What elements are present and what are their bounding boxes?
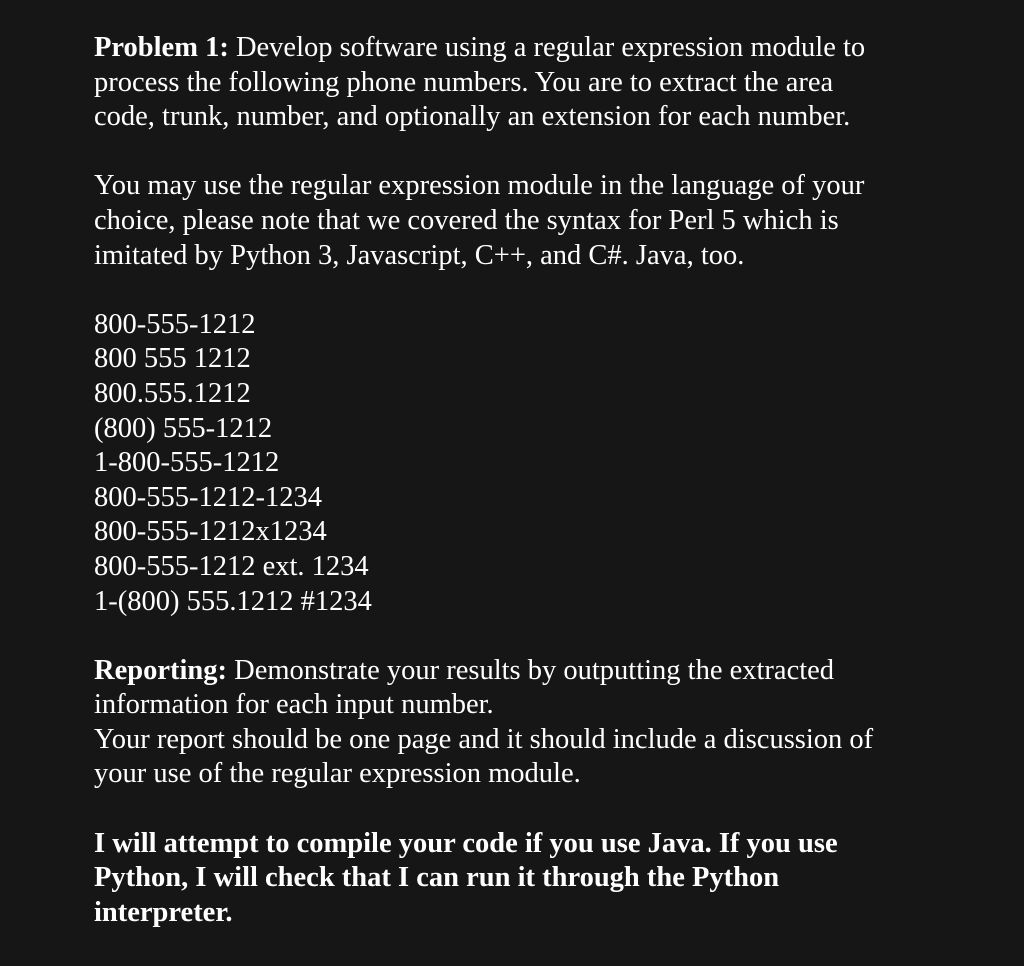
paragraph-gap (94, 135, 974, 170)
phone-number-item: 1-(800) 555.1212 #1234 (94, 585, 372, 617)
phone-number-item: 800.555.1212 (94, 377, 251, 409)
language-note-line-2: choice, please note that we covered the syntax for Perl 5 which is (94, 204, 839, 236)
reporting-line-3: Your report should be one page and it should include a discussion of (94, 723, 874, 755)
phone-number-item: 800-555-1212-1234 (94, 481, 322, 513)
compile-note-paragraph (94, 827, 974, 931)
reporting-line-1 (94, 654, 974, 689)
paragraph-gap (94, 619, 974, 654)
compile-note-line-1: I will attempt to compile your code if you use Java. If you use (94, 827, 838, 859)
phone-number-item: (800) 555-1212 (94, 412, 273, 444)
reporting-line-4: your use of the regular expression module. (94, 758, 581, 790)
problem-line-3: code, trunk, number, and optionally an extension for each number. (94, 101, 851, 133)
phone-number-item: 800-555-1212 ext. 1234 (94, 550, 369, 582)
problem-line-1-text: Develop software using a regular expression module to (228, 32, 866, 63)
problem-line-1 (94, 31, 974, 66)
phone-number-item: 800-555-1212 (94, 308, 256, 340)
reporting-label: Reporting: (94, 654, 227, 686)
reporting-paragraph (94, 654, 974, 792)
paragraph-gap (94, 792, 974, 827)
compile-note-line-3: interpreter. (94, 896, 233, 928)
language-note-line-3: imitated by Python 3, Javascript, C++, and C#. Java, too. (94, 239, 745, 271)
problem-label: Problem 1: (94, 32, 229, 63)
problem-line-2: process the following phone numbers. You are to extract the area (94, 66, 834, 98)
compile-note-line-2: Python, I will check that I can run it through the Python (94, 862, 780, 894)
reporting-line-1-text: Demonstrate your results by outputting the extracted (226, 654, 835, 686)
phone-number-item: 800 555 1212 (94, 343, 251, 375)
reporting-line-2: information for each input number. (94, 689, 494, 721)
paragraph-gap (94, 273, 974, 308)
language-note-line-1: You may use the regular expression module in the language of your (94, 170, 865, 202)
document-content (94, 31, 974, 930)
language-note-paragraph (94, 169, 974, 273)
phone-number-list (94, 308, 974, 619)
phone-number-item: 1-800-555-1212 (94, 447, 280, 479)
phone-number-item: 800-555-1212x1234 (94, 516, 327, 548)
problem-paragraph (94, 31, 974, 135)
